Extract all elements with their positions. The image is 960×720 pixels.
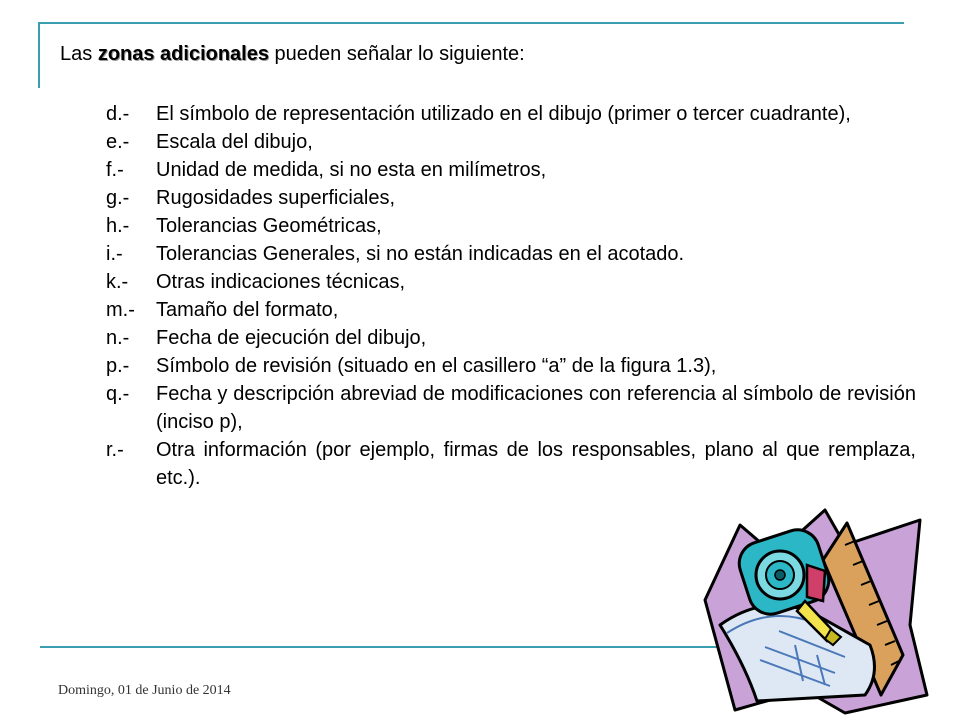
- list-item-text: Rugosidades superficiales,: [156, 187, 396, 209]
- tape-measure-blueprint-icon: [695, 505, 930, 715]
- list-marker: e.-: [106, 131, 130, 153]
- list-item: [106, 296, 916, 324]
- list-item-text: Fecha y descripción abreviad de modificaciones con referencia al símbolo de revisión (inciso p),: [156, 383, 916, 433]
- list-item: [106, 128, 916, 156]
- list-marker: g.-: [106, 187, 130, 209]
- list-item: [106, 240, 916, 268]
- intro-suffix: pueden señalar lo siguiente:: [268, 43, 525, 65]
- list-item: [106, 380, 916, 436]
- list-marker: r.-: [106, 439, 124, 461]
- list-item: [106, 100, 916, 128]
- list-marker: i.-: [106, 243, 123, 265]
- top-divider: [40, 22, 904, 24]
- list-item: [106, 184, 916, 212]
- list-item-text: Tolerancias Generales, si no están indicadas en el acotado.: [156, 243, 685, 265]
- list-item: [106, 436, 916, 492]
- list-item: [106, 352, 916, 380]
- intro-prefix: Las: [60, 43, 98, 65]
- list-marker: m.-: [106, 299, 135, 321]
- list-item-text: Escala del dibujo,: [156, 131, 313, 153]
- list-item-text: Tamaño del formato,: [156, 299, 339, 321]
- list-item: [106, 156, 916, 184]
- left-divider: [38, 22, 40, 88]
- list-item-text: Tolerancias Geométricas,: [156, 215, 382, 237]
- additional-zones-list: [106, 100, 916, 492]
- footer-date: Domingo, 01 de Junio de 2014: [58, 683, 231, 698]
- list-marker: q.-: [106, 383, 130, 405]
- list-item-text: Unidad de medida, si no esta en milímetros,: [156, 159, 547, 181]
- list-item: [106, 212, 916, 240]
- list-item-text: Fecha de ejecución del dibujo,: [156, 327, 427, 349]
- intro-bold-term: zonas adicionales: [97, 43, 269, 65]
- intro-sentence: [60, 43, 525, 66]
- list-marker: k.-: [106, 271, 129, 293]
- list-marker: n.-: [106, 327, 130, 349]
- list-marker: h.-: [106, 215, 130, 237]
- list-item-text: Otra información (por ejemplo, firmas de los responsables, plano al que remplaza, etc.).: [156, 439, 916, 489]
- list-item-text: Otras indicaciones técnicas,: [156, 271, 406, 293]
- list-marker: d.-: [106, 103, 130, 125]
- list-item: [106, 324, 916, 352]
- list-item: [106, 268, 916, 296]
- list-marker: f.-: [106, 159, 124, 181]
- list-item-text: Símbolo de revisión (situado en el casillero “a” de la figura 1.3),: [156, 355, 717, 377]
- list-marker: p.-: [106, 355, 130, 377]
- list-item-text: El símbolo de representación utilizado en el dibujo (primer o tercer cuadrante),: [156, 103, 851, 125]
